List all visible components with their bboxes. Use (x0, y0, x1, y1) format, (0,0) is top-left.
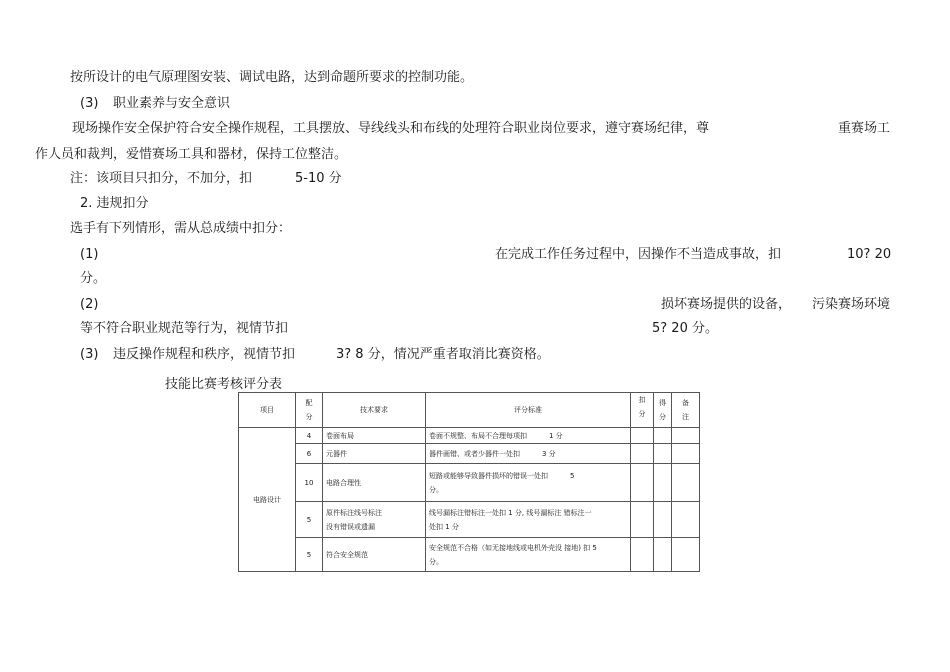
item-3-text-b: 3? 8 分，情况严重者取消比赛资格。 (336, 347, 550, 362)
header-note-a: 备 (682, 399, 689, 407)
row-criteria-a: 器件画错、或者少器件一处扣 (429, 449, 520, 458)
section-3-number: (3) (80, 96, 99, 111)
row-criteria (426, 428, 631, 444)
header-deduct (631, 393, 654, 428)
row-score (654, 538, 672, 572)
row-tech-a: 原件标注线号标注 (326, 508, 382, 517)
item-1-continuation: 分。 (80, 271, 107, 286)
header-points-b: 分 (305, 413, 313, 421)
row-tech: 卷面布局 (323, 428, 426, 444)
row-criteria-a: 卷面不规整、布局不合理每项扣 (429, 431, 527, 440)
row-note (672, 444, 700, 464)
item-2-number: (2) (80, 297, 99, 312)
row-score (654, 444, 672, 464)
row-note (672, 464, 700, 502)
row-criteria (426, 502, 631, 538)
row-tech-b: 没有错误或遗漏 (326, 522, 375, 531)
item-3-number: (3) (80, 347, 99, 362)
para-safety-line2: 作人员和裁判，爱惜赛场工具和器材，保持工位整洁。 (35, 147, 348, 162)
row-tech: 元器件 (323, 444, 426, 464)
group-label: 电路设计 (239, 428, 296, 572)
table-row (239, 464, 700, 502)
row-deduct (631, 538, 654, 572)
table-row (239, 538, 700, 572)
row-score (654, 464, 672, 502)
row-tech: 电路合理性 (323, 464, 426, 502)
row-points: 5 (296, 538, 323, 572)
row-criteria-b: 处扣 1 分 (429, 522, 459, 531)
header-deduct-a: 扣 (638, 396, 646, 404)
item-2-text-b: 污染赛场环境 (812, 297, 891, 312)
row-score (654, 428, 672, 444)
item-2-continuation: 等不符合职业规范等行为，视情节扣 (80, 321, 289, 336)
row-points: 5 (296, 502, 323, 538)
table-title: 技能比赛考核评分表 (165, 377, 283, 392)
row-criteria (426, 464, 631, 502)
row-criteria-a: 线号漏标注错标注一处扣 1 分, 线号漏标注 错标注一 (429, 508, 592, 517)
row-deduct (631, 428, 654, 444)
para-safety-line1: 现场操作安全保护符合安全操作规程，工具摆放、导线线头和布线的处理符合职业岗位要求，遵守赛场纪律，尊 (72, 121, 710, 136)
row-deduct (631, 502, 654, 538)
table-header-row (239, 393, 700, 428)
row-criteria-b: 3 分 (542, 449, 556, 458)
row-deduct (631, 444, 654, 464)
row-score (654, 502, 672, 538)
para-safety-line1-end: 重赛场工 (838, 121, 891, 136)
section-3-heading: 职业素养与安全意识 (113, 96, 231, 111)
para-deduction-intro: 选手有下列情形，需从总成绩中扣分： (70, 221, 292, 236)
header-points-a: 配 (305, 399, 313, 407)
header-tech: 技术要求 (323, 393, 426, 428)
row-criteria (426, 538, 631, 572)
item-1-number: (1) (80, 247, 99, 262)
header-project: 项目 (239, 393, 296, 428)
header-score-b: 分 (659, 413, 666, 421)
table-row (239, 502, 700, 538)
note-text: 注：该项目只扣分，不加分，扣 (70, 171, 253, 186)
item-2-value: 5? 20 分。 (652, 321, 718, 336)
header-note-b: 注 (682, 413, 689, 421)
header-criteria: 评分标准 (426, 393, 631, 428)
row-note (672, 538, 700, 572)
row-deduct (631, 464, 654, 502)
row-points: 10 (296, 464, 323, 502)
row-tech (323, 502, 426, 538)
header-points (296, 393, 323, 428)
row-criteria-b: 5 (570, 471, 575, 480)
table-row (239, 428, 700, 444)
row-criteria-a: 安全规范不合格（如无接地线或电机外壳没 接地) 扣 5 (429, 543, 597, 552)
table-row (239, 444, 700, 464)
scoring-table (238, 392, 700, 572)
item-3-text-a: 违反操作规程和秩序，视情节扣 (113, 347, 296, 362)
row-criteria-c: 分。 (429, 485, 443, 494)
row-note (672, 428, 700, 444)
para-install: 按所设计的电气原理图安装、调试电路，达到命题所要求的控制功能。 (70, 70, 474, 85)
row-criteria-a: 短路或能够导致器件损坏的错误一处扣 (429, 471, 548, 480)
header-score (654, 393, 672, 428)
row-criteria-b: 1 分 (549, 431, 563, 440)
row-tech: 符合安全规范 (323, 538, 426, 572)
row-points: 4 (296, 428, 323, 444)
header-note (672, 393, 700, 428)
item-1-text: 在完成工作任务过程中，因操作不当造成事故，扣 (495, 247, 782, 262)
row-criteria (426, 444, 631, 464)
header-score-a: 得 (659, 399, 666, 407)
section-2-heading: 2. 违规扣分 (80, 196, 149, 211)
header-deduct-b: 分 (638, 410, 646, 418)
row-points: 6 (296, 444, 323, 464)
item-2-text-a: 损坏赛场提供的设备， (661, 297, 792, 312)
row-criteria-b: 分。 (429, 557, 443, 566)
row-note (672, 502, 700, 538)
note-value: 5-10 分 (295, 171, 342, 186)
item-1-value: 10? 20 (847, 247, 892, 262)
